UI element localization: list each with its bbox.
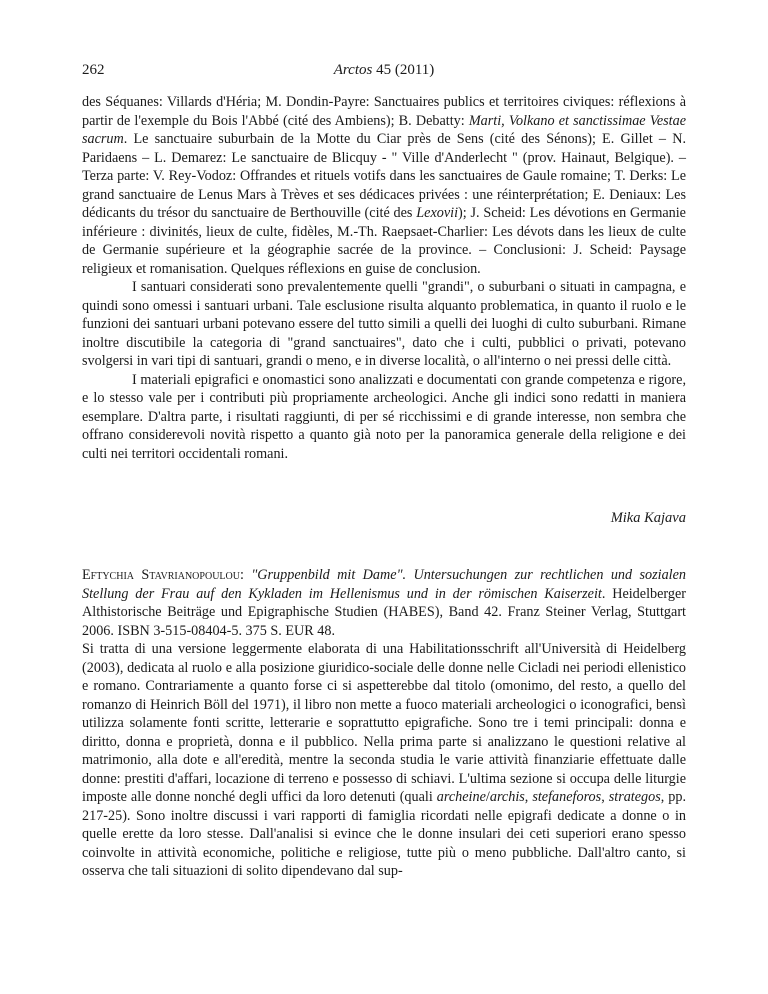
book-citation: Eftychia Stavrianopoulou: "Gruppenbild mit Dame". Untersuchungen zur rechtlichen und sozialen Stellung der Frau auf den Kykladen im Hellenismus und in der römischen Kaiserzeit. Heidelberger Althistorische Beiträge und Epigraphische Studien (HABES), Band 42. Franz Steiner Verlag, Stuttgart 2006. ISBN 3-515-08404-5. 375 S. EUR 48. [82, 567, 686, 639]
review-2-body-text-run: / [485, 789, 490, 805]
page-number: 262 [82, 62, 105, 78]
review-1-contents-italic-run: Lexovii [416, 205, 459, 221]
review-2-body [82, 640, 686, 881]
review-1-paragraph-3: I materiali epigrafici e onomastici sono analizzati e documentati con grande competenza e rigore, e lo stesso vale per i contributi più propriamente archeologici. Anche gli indici sono redatti in maniera esemplare. D'altra parte, i risultati raggiunti, di per sé ricchissimi e di grande interesse, non sembra che offrano considerevoli novità rispetto a quanto già noto per la panoramica generale della religione e dei culti nei territori occidentali romani. [82, 371, 686, 462]
book-title: "Gruppenbild mit Dame". Untersuchungen zur rechtlichen und sozialen Stellung der Frau auf den Kykladen im Hellenismus und in der römischen Kaiserzeit [82, 567, 686, 602]
review-2-citation [82, 566, 686, 640]
book-author: Eftychia Stavrianopoulou [82, 567, 240, 583]
review-2-body-italic-run: archis [489, 789, 525, 805]
reviewer-signature: Mika Kajava [610, 510, 686, 526]
review-2-body-italic-run: stefaneforos [532, 789, 602, 805]
journal-volume: 45 (2011) [376, 62, 435, 78]
journal-title [82, 62, 686, 79]
review-1-contents-text-run: des Séquanes: Villards d'Héria; M. Dondin-Payre: Sanctuaires publics et territoires civiques: réflexions à partir de l'exemple du Bois l'Abbé (cité des Ambiens); B. Debatty: [82, 94, 686, 129]
review-2-body-text-run: Si tratta di una versione leggermente elaborata di una Habilitationsschrift all'Università di Heidelberg (2003), dedicata al ruolo e alla posizione giuridico-sociale delle donne nelle Cicladi nei periodi ellenistico e romano. Contrariamente a quanto forse ci si aspetterebbe dal titolo (omonimo, del resto, a quello del romanzo di Heinrich Böll del 1971), il libro non mette a fuoco materiali archeologici o iconografici, bensì utilizza solamente fonti scritte, letterarie e soprattutto epigrafiche. Sono tre i temi principali: donna e diritto, donna e proprietà, donna e il pubblico. Nella prima parte si analizzano le questioni relative al matrimonio, alla dote e all'eredità, mentre la seconda studia le varie attività finanziarie effettuate dalle donne: prestiti d'affari, locazione di terreno e possesso di schiavi. L'ultima sezione si occupa delle liturgie imposte alle donne nonché degli uffici da loro detenuti (quali [82, 641, 686, 805]
review-2-body-italic-run: archeine [436, 789, 486, 805]
review-1-contents-text-run: . Le sanctuaire suburbain de la Motte du Ciar près de Sens (cité des Sénons); E. Gillet – N. Paridaens – L. Demarez: Le sanctuaire de Blicquy - " Ville d'Anderlecht " (prov. Hainaut, Belgique). – Terza parte: V. Rey-Vodoz: Offrandes et rituels votifs dans les sanctuaires de Gaule romaine; T. Derks: Le grand sanctuaire de Lenus Mars à Trèves et ses dédicaces privées : une réinterprétation; E. Deniaux: Les dédicants du trésor du sanctuaire de Berthouville (cité des [82, 131, 686, 221]
review-2-body-text-run: , pp. 217-25). Sono inoltre discussi i vari rapporti di famiglia ricordati nelle epigrafi dedicate a donne o in quelle erette da loro stesse. Dall'analisi si evince che le donne insulari dei ceti superiori erano spesso coinvolte in attività economiche, politiche e religiose, tutte più o meno pubbliche. Dall'altro canto, si osserva che tali situazioni di solito dipendevano dal sup- [82, 789, 687, 879]
review-2-body-text-run: , [524, 789, 533, 805]
book-publication-info: . Heidelberger Althistorische Beiträge und Epigraphische Studien (HABES), Band 42. Franz Steiner Verlag, Stuttgart 2006. ISBN 3-515-08404-5. 375 S. EUR 48. [82, 585, 686, 639]
review-2-body-italic-run: strategos [608, 789, 661, 805]
review-1-contents-italic-run: Marti, Volkano et sanctissimae Vestae sacrum [82, 112, 687, 147]
review-1-body [82, 93, 686, 463]
review-2-paragraph-1 [82, 640, 686, 881]
review-1-contents-paragraph [82, 93, 686, 278]
running-header [82, 62, 686, 82]
review-2-body-text-run: , [601, 789, 609, 805]
journal-name: Arctos [333, 62, 373, 78]
review-1-paragraph-2: I santuari considerati sono prevalentemente quelli "grandi", o suburbani o situati in campagna, e quindi sono omessi i santuari urbani. Tale esclusione risulta alquanto problematica, in quanto il ruolo e le funzioni dei santuari urbani potevano essere del tutto simili a quelli dei luoghi di culto suburbani. Rimane inoltre discutibile la categoria di "grand sanctuaires", dato che i culti, pubblici o privati, potevano svolgersi in vari tipi di santuari, grandi o meno, e in diverse località, o all'interno o nei pressi delle città. [82, 279, 686, 369]
review-1-contents-text-run: ); J. Scheid: Les dévotions en Germanie inférieure : divinités, lieux de culte, fidèles, M.-Th. Raepsaet-Charlier: Les dévots dans les lieux de culte de Germanie supérieure et la géographie sacrée de la province. – Conclusioni: J. Scheid: Paysage religieux et romanisation. Quelques réflexions en guise de conclusion. [82, 205, 686, 277]
